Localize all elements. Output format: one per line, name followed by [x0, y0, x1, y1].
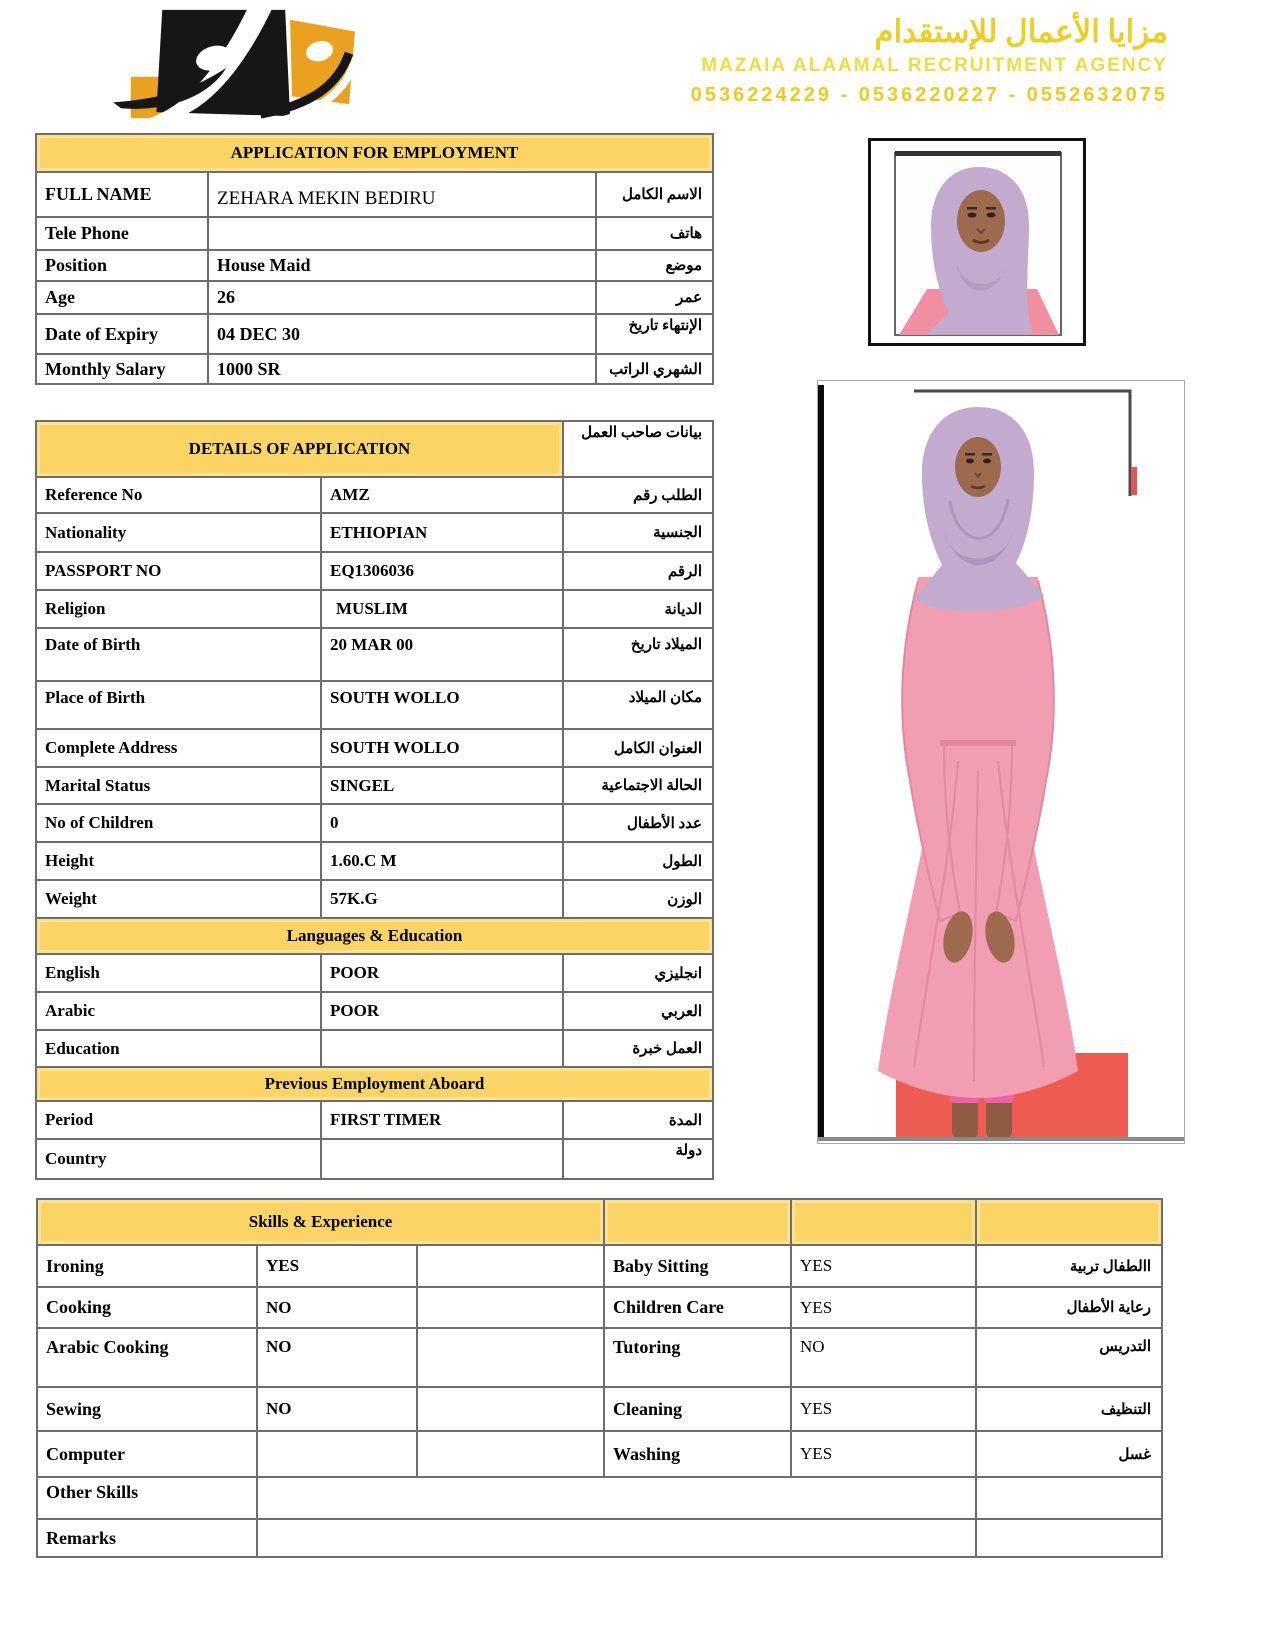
- languages-section-title: Languages & Education: [36, 918, 713, 954]
- field-label-arabic: الديانة: [563, 590, 713, 628]
- skill-value: NO: [257, 1387, 417, 1431]
- skill-spacer: [417, 1328, 604, 1387]
- skill-label: Children Care: [604, 1287, 791, 1328]
- other-skills-label: Other Skills: [37, 1477, 257, 1519]
- skill-label-arabic: رعاية الأطفال: [976, 1287, 1162, 1328]
- field-label: Arabic: [36, 992, 321, 1030]
- field-label: Country: [36, 1139, 321, 1179]
- field-label-arabic: موضع: [596, 250, 713, 281]
- field-value: ZEHARA MEKIN BEDIRU: [208, 172, 596, 217]
- skill-value: YES: [791, 1387, 976, 1431]
- skill-label: Arabic Cooking: [37, 1328, 257, 1387]
- field-value: 26: [208, 281, 596, 314]
- skill-label-arabic: التنظيف: [976, 1387, 1162, 1431]
- agency-phone-numbers: 0536224229 - 0536220227 - 0552632075: [690, 84, 1168, 106]
- field-label: Date of Birth: [36, 628, 321, 681]
- field-value: SOUTH WOLLO: [321, 681, 563, 729]
- skill-label: Cleaning: [604, 1387, 791, 1431]
- skill-spacer: [417, 1245, 604, 1287]
- skill-label: Ironing: [37, 1245, 257, 1287]
- skill-value: YES: [791, 1431, 976, 1477]
- skill-spacer: [417, 1287, 604, 1328]
- field-value: AMZ: [321, 477, 563, 513]
- field-label-arabic: العمل خبرة: [563, 1030, 713, 1067]
- skill-value: YES: [257, 1245, 417, 1287]
- skill-value: YES: [791, 1245, 976, 1287]
- field-label: Date of Expiry: [36, 314, 208, 354]
- recruitment-agency-logo: [112, 4, 360, 122]
- field-value: EQ1306036: [321, 552, 563, 590]
- field-value: MUSLIM: [321, 590, 563, 628]
- skill-value: NO: [791, 1328, 976, 1387]
- field-value: SOUTH WOLLO: [321, 729, 563, 767]
- skill-spacer: [976, 1519, 1162, 1557]
- field-label-arabic: العربي: [563, 992, 713, 1030]
- applicant-full-length-photo: [817, 380, 1185, 1144]
- field-label: English: [36, 954, 321, 992]
- field-label: Complete Address: [36, 729, 321, 767]
- skill-value: NO: [257, 1287, 417, 1328]
- employment-table-title: APPLICATION FOR EMPLOYMENT: [36, 134, 713, 172]
- skills-table-title: Skills & Experience: [37, 1199, 604, 1245]
- skill-label: Computer: [37, 1431, 257, 1477]
- field-label: Religion: [36, 590, 321, 628]
- field-label: Height: [36, 842, 321, 880]
- field-label-arabic: انجليزي: [563, 954, 713, 992]
- field-label-arabic: المدة: [563, 1101, 713, 1139]
- skill-label: Baby Sitting: [604, 1245, 791, 1287]
- field-label: FULL NAME: [36, 172, 208, 217]
- field-value: 1000 SR: [208, 354, 596, 384]
- agency-name: MAZAIA ALAAMAL RECRUITMENT AGENCY: [701, 55, 1168, 76]
- other-skills-value: [257, 1477, 976, 1519]
- field-value: FIRST TIMER: [321, 1101, 563, 1139]
- skill-spacer: [417, 1431, 604, 1477]
- skill-label-arabic: غسل: [976, 1431, 1162, 1477]
- details-table: [35, 420, 714, 1180]
- field-label: Monthly Salary: [36, 354, 208, 384]
- field-value: [208, 217, 596, 250]
- field-label: Position: [36, 250, 208, 281]
- remarks-label: Remarks: [37, 1519, 257, 1557]
- field-label-arabic: هاتف: [596, 217, 713, 250]
- details-table-title-arabic: بيانات صاحب العمل: [563, 421, 713, 477]
- field-label-arabic: عمر: [596, 281, 713, 314]
- skill-label: Sewing: [37, 1387, 257, 1431]
- field-label-arabic: الرقم: [563, 552, 713, 590]
- skill-value: NO: [257, 1328, 417, 1387]
- skill-spacer: [417, 1387, 604, 1431]
- employment-table: [35, 133, 714, 385]
- field-label-arabic: الحالة الاجتماعية: [563, 767, 713, 804]
- field-label-arabic: الإنتهاء تاريخ: [596, 314, 713, 354]
- field-label: Weight: [36, 880, 321, 918]
- skill-value: [257, 1431, 417, 1477]
- agency-header: [500, 12, 1168, 110]
- agency-arabic-title: مزايا الأعمال للإستقدام: [874, 14, 1168, 49]
- skill-value: YES: [791, 1287, 976, 1328]
- skill-label-arabic: االطفال تربية: [976, 1245, 1162, 1287]
- skill-label: Cooking: [37, 1287, 257, 1328]
- skill-spacer: [976, 1477, 1162, 1519]
- field-label-arabic: الطلب رقم: [563, 477, 713, 513]
- remarks-value: [257, 1519, 976, 1557]
- skill-label: Tutoring: [604, 1328, 791, 1387]
- field-label: No of Children: [36, 804, 321, 842]
- field-value: 57K.G: [321, 880, 563, 918]
- skills-header-spacer: [976, 1199, 1162, 1245]
- field-value: 20 MAR 00: [321, 628, 563, 681]
- skills-header-spacer: [791, 1199, 976, 1245]
- field-value: [321, 1030, 563, 1067]
- field-label-arabic: الشهري الراتب: [596, 354, 713, 384]
- skill-label-arabic: التدريس: [976, 1328, 1162, 1387]
- field-value: House Maid: [208, 250, 596, 281]
- field-value: 04 DEC 30: [208, 314, 596, 354]
- field-label-arabic: العنوان الكامل: [563, 729, 713, 767]
- details-table-title: DETAILS OF APPLICATION: [36, 421, 563, 477]
- field-label-arabic: الوزن: [563, 880, 713, 918]
- field-label: Age: [36, 281, 208, 314]
- applicant-id-photo: [868, 138, 1086, 346]
- field-label-arabic: الجنسية: [563, 513, 713, 552]
- field-label: PASSPORT NO: [36, 552, 321, 590]
- skill-label: Washing: [604, 1431, 791, 1477]
- field-label: Education: [36, 1030, 321, 1067]
- field-label-arabic: مكان الميلاد: [563, 681, 713, 729]
- field-label: Tele Phone: [36, 217, 208, 250]
- field-label-arabic: الطول: [563, 842, 713, 880]
- field-label-arabic: الميلاد تاريخ: [563, 628, 713, 681]
- field-value: POOR: [321, 992, 563, 1030]
- field-label-arabic: عدد الأطفال: [563, 804, 713, 842]
- field-value: SINGEL: [321, 767, 563, 804]
- skills-header-spacer: [604, 1199, 791, 1245]
- skills-table: [36, 1198, 1163, 1558]
- field-label: Nationality: [36, 513, 321, 552]
- previous-employment-section-title: Previous Employment Aboard: [36, 1067, 713, 1101]
- field-value: 1.60.C M: [321, 842, 563, 880]
- field-label-arabic: دولة: [563, 1139, 713, 1179]
- field-value: 0: [321, 804, 563, 842]
- field-label: Period: [36, 1101, 321, 1139]
- field-label-arabic: الاسم الكامل: [596, 172, 713, 217]
- field-value: [321, 1139, 563, 1179]
- field-label: Place of Birth: [36, 681, 321, 729]
- field-value: ETHIOPIAN: [321, 513, 563, 552]
- field-value: POOR: [321, 954, 563, 992]
- field-label: Reference No: [36, 477, 321, 513]
- field-label: Marital Status: [36, 767, 321, 804]
